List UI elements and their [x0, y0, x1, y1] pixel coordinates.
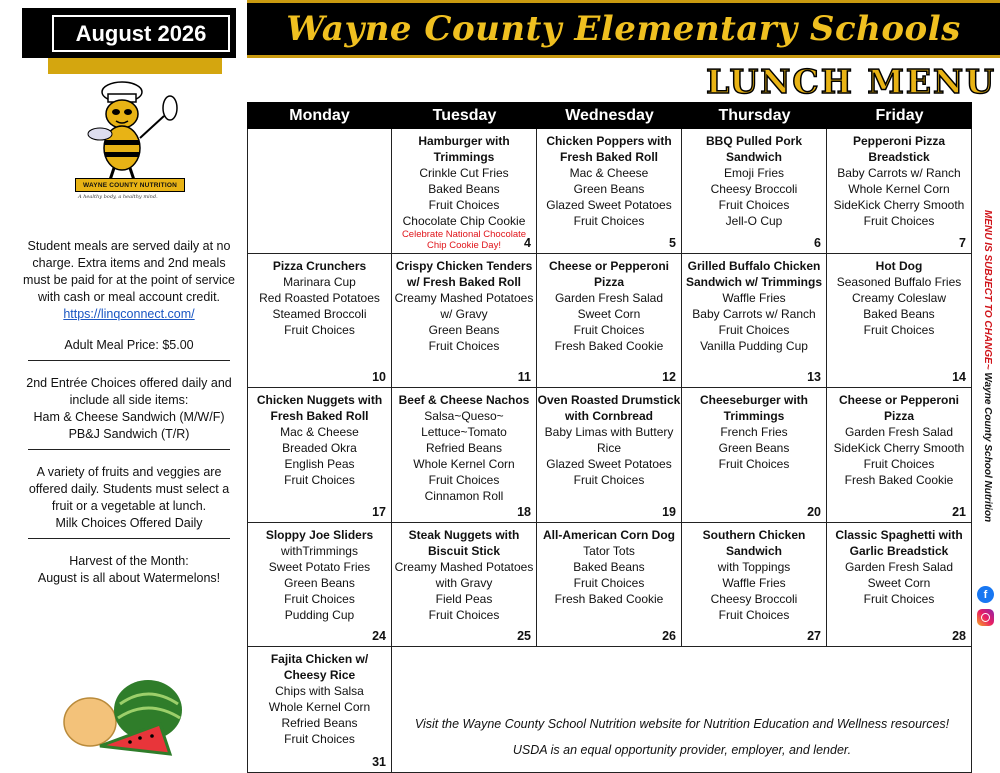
- week-row: [247, 129, 972, 254]
- menu-day-cell: [247, 388, 392, 523]
- side-item: Fruit Choices: [573, 473, 645, 487]
- side-item: Refried Beans: [425, 441, 503, 455]
- title-bar: [247, 0, 1000, 58]
- entree-name: Hot Dog: [875, 259, 923, 273]
- month-label: August 2026: [52, 15, 230, 52]
- side-item: Creamy Coleslaw: [851, 291, 947, 305]
- menu-day-cell: [537, 254, 682, 388]
- side-item: Chocolate Chip Cookie: [402, 214, 526, 228]
- side-item: Fruit Choices: [573, 214, 645, 228]
- side-item: Baked Beans: [573, 560, 645, 574]
- side-item: Fruit Choices: [428, 608, 500, 622]
- side-item: Fresh Baked Cookie: [554, 592, 664, 606]
- date-number: 20: [807, 505, 821, 519]
- side-item: Fruit Choices: [284, 732, 355, 746]
- entree-name: Beef & Cheese Nachos: [398, 393, 530, 407]
- date-number: 17: [372, 505, 386, 519]
- day-tuesday: Tuesday: [432, 106, 497, 124]
- fruits-veggies-text: A variety of fruits and veggies are offered daily. Students must select a fruit or a vegetable at lunch.: [28, 465, 230, 513]
- date-number: 14: [952, 370, 966, 384]
- side-item: Waffle Fries: [722, 291, 786, 305]
- side-item: Cheesy Broccoli: [710, 592, 798, 606]
- divider: [28, 538, 230, 539]
- date-number: 7: [959, 236, 966, 250]
- side-item: Fruit Choices: [718, 608, 790, 622]
- month-block: [22, 8, 236, 58]
- entree-name: Oven Roasted Drumstick with Cornbread: [537, 393, 681, 423]
- date-number: 24: [372, 629, 386, 643]
- menu-day-cell: [682, 388, 827, 523]
- weeks: [247, 129, 972, 773]
- side-item: Glazed Sweet Potatoes: [546, 457, 672, 471]
- entree-name: Chicken Nuggets with Fresh Baked Roll: [256, 393, 383, 423]
- side-item: Mac & Cheese: [280, 425, 359, 439]
- menu-day-cell: [392, 254, 537, 388]
- side-item: Baked Beans: [863, 307, 935, 321]
- side-item: SideKick Cherry Smooth: [833, 441, 965, 455]
- side-item: Whole Kernel Corn: [848, 182, 950, 196]
- entree-name: BBQ Pulled Pork Sandwich: [705, 134, 803, 164]
- date-number: 26: [662, 629, 676, 643]
- second-entree-ham: Ham & Cheese Sandwich (M/W/F): [33, 410, 225, 424]
- side-item: Waffle Fries: [722, 576, 786, 590]
- menu-day-cell: [247, 254, 392, 388]
- date-number: 25: [517, 629, 531, 643]
- entree-name: Pizza Crunchers: [272, 259, 367, 273]
- entree-name: Pepperoni Pizza Breadstick: [852, 134, 946, 164]
- side-item: Fresh Baked Cookie: [844, 473, 954, 487]
- date-number: 11: [517, 370, 531, 384]
- menu-day-cell: [827, 129, 972, 254]
- side-item: with Toppings: [717, 560, 791, 574]
- side-item: Seasoned Buffalo Fries: [836, 275, 962, 289]
- harvest-heading: Harvest of the Month:: [69, 554, 189, 568]
- side-item: Whole Kernel Corn: [268, 700, 371, 714]
- date-number: 18: [517, 505, 531, 519]
- facebook-icon[interactable]: [977, 586, 994, 603]
- side-item: Sweet Corn: [577, 307, 641, 321]
- nutrition-logo: WAYNE COUNTY NUTRITION: [75, 178, 185, 192]
- side-item: Baby Carrots w/ Ranch: [692, 307, 816, 321]
- side-note-text: [982, 210, 993, 580]
- entree-name: Grilled Buffalo Chicken Sandwich w/ Trimmings: [685, 259, 823, 289]
- side-item: Pudding Cup: [284, 608, 355, 622]
- menu-day-cell: [392, 388, 537, 523]
- side-item: Creamy Mashed Potatoes with Gravy: [394, 560, 534, 590]
- entree-name: Cheeseburger with Trimmings: [699, 393, 809, 423]
- side-item: Marinara Cup: [283, 275, 356, 289]
- side-item: Cinnamon Roll: [424, 489, 504, 503]
- side-item: Jell-O Cup: [725, 214, 783, 228]
- side-item: Fresh Baked Cookie: [554, 339, 664, 353]
- side-item: Garden Fresh Salad: [844, 560, 954, 574]
- date-number: 31: [372, 755, 386, 769]
- side-item: Glazed Sweet Potatoes: [546, 198, 672, 212]
- date-number: 4: [524, 236, 531, 250]
- week-row: [247, 523, 972, 647]
- entree-name: Cheese or Pepperoni Pizza: [838, 393, 960, 423]
- side-item: Fruit Choices: [718, 457, 790, 471]
- entree-name: Southern Chicken Sandwich: [702, 528, 806, 558]
- menu-day-cell: [247, 523, 392, 647]
- day-wednesday: Wednesday: [565, 106, 654, 124]
- side-item: Fruit Choices: [863, 592, 935, 606]
- side-item: SideKick Cherry Smooth: [833, 198, 965, 212]
- facebook-glyph: f: [983, 588, 988, 601]
- menu-day-cell: [247, 129, 392, 254]
- side-item: Fruit Choices: [284, 323, 355, 337]
- watermelon-cantaloupe-icon: [60, 674, 190, 756]
- adult-meal-price: Adult Meal Price: $5.00: [64, 338, 194, 352]
- side-item: Sweet Corn: [867, 576, 931, 590]
- instagram-icon[interactable]: [977, 609, 994, 626]
- side-item: withTrimmings: [281, 544, 358, 558]
- entree-name: Sloppy Joe Sliders: [265, 528, 374, 542]
- side-item: Sweet Potato Fries: [268, 560, 371, 574]
- side-item: Baked Beans: [428, 182, 500, 196]
- menu-day-cell: [537, 523, 682, 647]
- date-number: 12: [662, 370, 676, 384]
- side-item: Fruit Choices: [863, 323, 935, 337]
- date-number: 5: [669, 236, 676, 250]
- page-title: Wayne County Elementary Schools: [286, 9, 961, 49]
- menu-day-cell: [247, 647, 392, 773]
- side-item: Green Beans: [718, 441, 790, 455]
- school-nutrition-text: Wayne County School Nutrition: [982, 369, 993, 523]
- entree-name: Chicken Poppers with Fresh Baked Roll: [546, 134, 672, 164]
- entree-name: Fajita Chicken w/ Cheesy Rice: [270, 652, 369, 682]
- week-row: [247, 388, 972, 523]
- footer-cell: [392, 647, 972, 773]
- subject-to-change-text: MENU IS SUBJECT TO CHANGE~: [982, 210, 993, 370]
- entree-name: Crispy Chicken Tenders w/ Fresh Baked Roll: [395, 259, 533, 289]
- side-item: Mac & Cheese: [569, 166, 649, 180]
- side-item: Fruit Choices: [718, 323, 790, 337]
- meal-policy-text: Student meals are served daily at no charge. Extra items and 2nd meals must be paid for at the point of service with cash or meal account credit.: [23, 239, 235, 304]
- side-item: Garden Fresh Salad: [554, 291, 664, 305]
- date-number: 13: [807, 370, 821, 384]
- side-item: Fruit Choices: [573, 576, 645, 590]
- menu-day-cell: [827, 254, 972, 388]
- lunch-menu-heading: LUNCH MENU: [706, 61, 996, 101]
- day-thursday: Thursday: [718, 106, 791, 124]
- side-item: Emoji Fries: [723, 166, 784, 180]
- side-item: Creamy Mashed Potatoes w/ Gravy: [394, 291, 534, 321]
- second-entree-pbj: PB&J Sandwich (T/R): [68, 427, 190, 441]
- menu-day-cell: [392, 523, 537, 647]
- date-number: 10: [372, 370, 386, 384]
- entree-name: Classic Spaghetti with Garlic Breadstick: [835, 528, 963, 558]
- usda-statement: USDA is an equal opportunity provider, employer, and lender.: [512, 743, 852, 757]
- divider: [28, 449, 230, 450]
- side-item: Vanilla Pudding Cup: [700, 339, 808, 353]
- side-item: Green Beans: [428, 323, 500, 337]
- side-item: Fruit Choices: [863, 457, 935, 471]
- month-underbar: [48, 58, 222, 74]
- entree-name: Cheese or Pepperoni Pizza: [548, 259, 670, 289]
- side-item: Tator Tots: [583, 544, 635, 558]
- divider: [28, 360, 230, 361]
- menu-day-cell: [537, 129, 682, 254]
- date-number: 27: [807, 629, 821, 643]
- side-item: Steamed Broccoli: [272, 307, 367, 321]
- side-item: Crinkle Cut Fries: [419, 166, 509, 180]
- logo-tagline: A healthy body, a healthy mind.: [78, 194, 158, 200]
- side-item: Fruit Choices: [284, 592, 355, 606]
- date-number: 6: [814, 236, 821, 250]
- side-item: Breaded Okra: [282, 441, 357, 455]
- menu-calendar: [247, 102, 972, 773]
- sidebar: [0, 0, 245, 773]
- side-item: Refried Beans: [281, 716, 358, 730]
- side-item: Whole Kernel Corn: [413, 457, 515, 471]
- side-item: Red Roasted Potatoes: [259, 291, 380, 305]
- info-panel: [20, 238, 238, 587]
- date-number: 28: [952, 629, 966, 643]
- date-number: 21: [952, 505, 966, 519]
- side-item: Fruit Choices: [863, 214, 935, 228]
- menu-day-cell: [827, 523, 972, 647]
- menu-day-cell: [537, 388, 682, 523]
- week-row: [247, 647, 972, 773]
- entree-name: Hamburger with Trimmings: [418, 134, 510, 164]
- side-item: Fruit Choices: [718, 198, 790, 212]
- second-entree-text: 2nd Entrée Choices offered daily and include all side items:: [26, 376, 232, 407]
- entree-name: Steak Nuggets with Biscuit Stick: [408, 528, 520, 558]
- week-row: [247, 254, 972, 388]
- side-item: Baby Carrots w/ Ranch: [837, 166, 961, 180]
- side-item: Fruit Choices: [428, 198, 500, 212]
- day-friday: Friday: [875, 106, 924, 124]
- menu-day-cell: [682, 254, 827, 388]
- entree-name: All-American Corn Dog: [542, 528, 675, 542]
- date-number: 19: [662, 505, 676, 519]
- side-item: Salsa~Queso~ Lettuce~Tomato: [421, 409, 507, 439]
- menu-day-cell: [682, 523, 827, 647]
- side-item: Baby Limas with Buttery Rice: [544, 425, 674, 455]
- menu-day-cell: [682, 129, 827, 254]
- side-item: Green Beans: [284, 576, 355, 590]
- milk-choices-text: Milk Choices Offered Daily: [55, 516, 203, 530]
- side-item: Chips with Salsa: [275, 684, 364, 698]
- harvest-text: August is all about Watermelons!: [37, 571, 221, 585]
- cookie-day-note: Celebrate National Chocolate Chip Cookie Day!: [401, 229, 527, 251]
- side-item: Fruit Choices: [428, 339, 500, 353]
- linqconnect-link[interactable]: https://linqconnect.com/: [63, 307, 195, 321]
- side-item: French Fries: [720, 425, 788, 439]
- side-item: English Peas: [284, 457, 355, 471]
- side-item: Cheesy Broccoli: [710, 182, 798, 196]
- side-note: [976, 210, 996, 580]
- menu-day-cell: [392, 129, 537, 254]
- day-header-row: [247, 102, 972, 129]
- side-item: Fruit Choices: [284, 473, 355, 487]
- menu-day-cell: [827, 388, 972, 523]
- nutrition-website-text: Visit the Wayne County School Nutrition website for Nutrition Education and Wellness resources!: [414, 717, 950, 731]
- side-item: Garden Fresh Salad: [844, 425, 954, 439]
- side-item: Field Peas: [435, 592, 493, 606]
- side-item: Fruit Choices: [428, 473, 500, 487]
- side-item: Fruit Choices: [573, 323, 645, 337]
- side-item: Green Beans: [573, 182, 645, 196]
- day-monday: Monday: [289, 106, 350, 124]
